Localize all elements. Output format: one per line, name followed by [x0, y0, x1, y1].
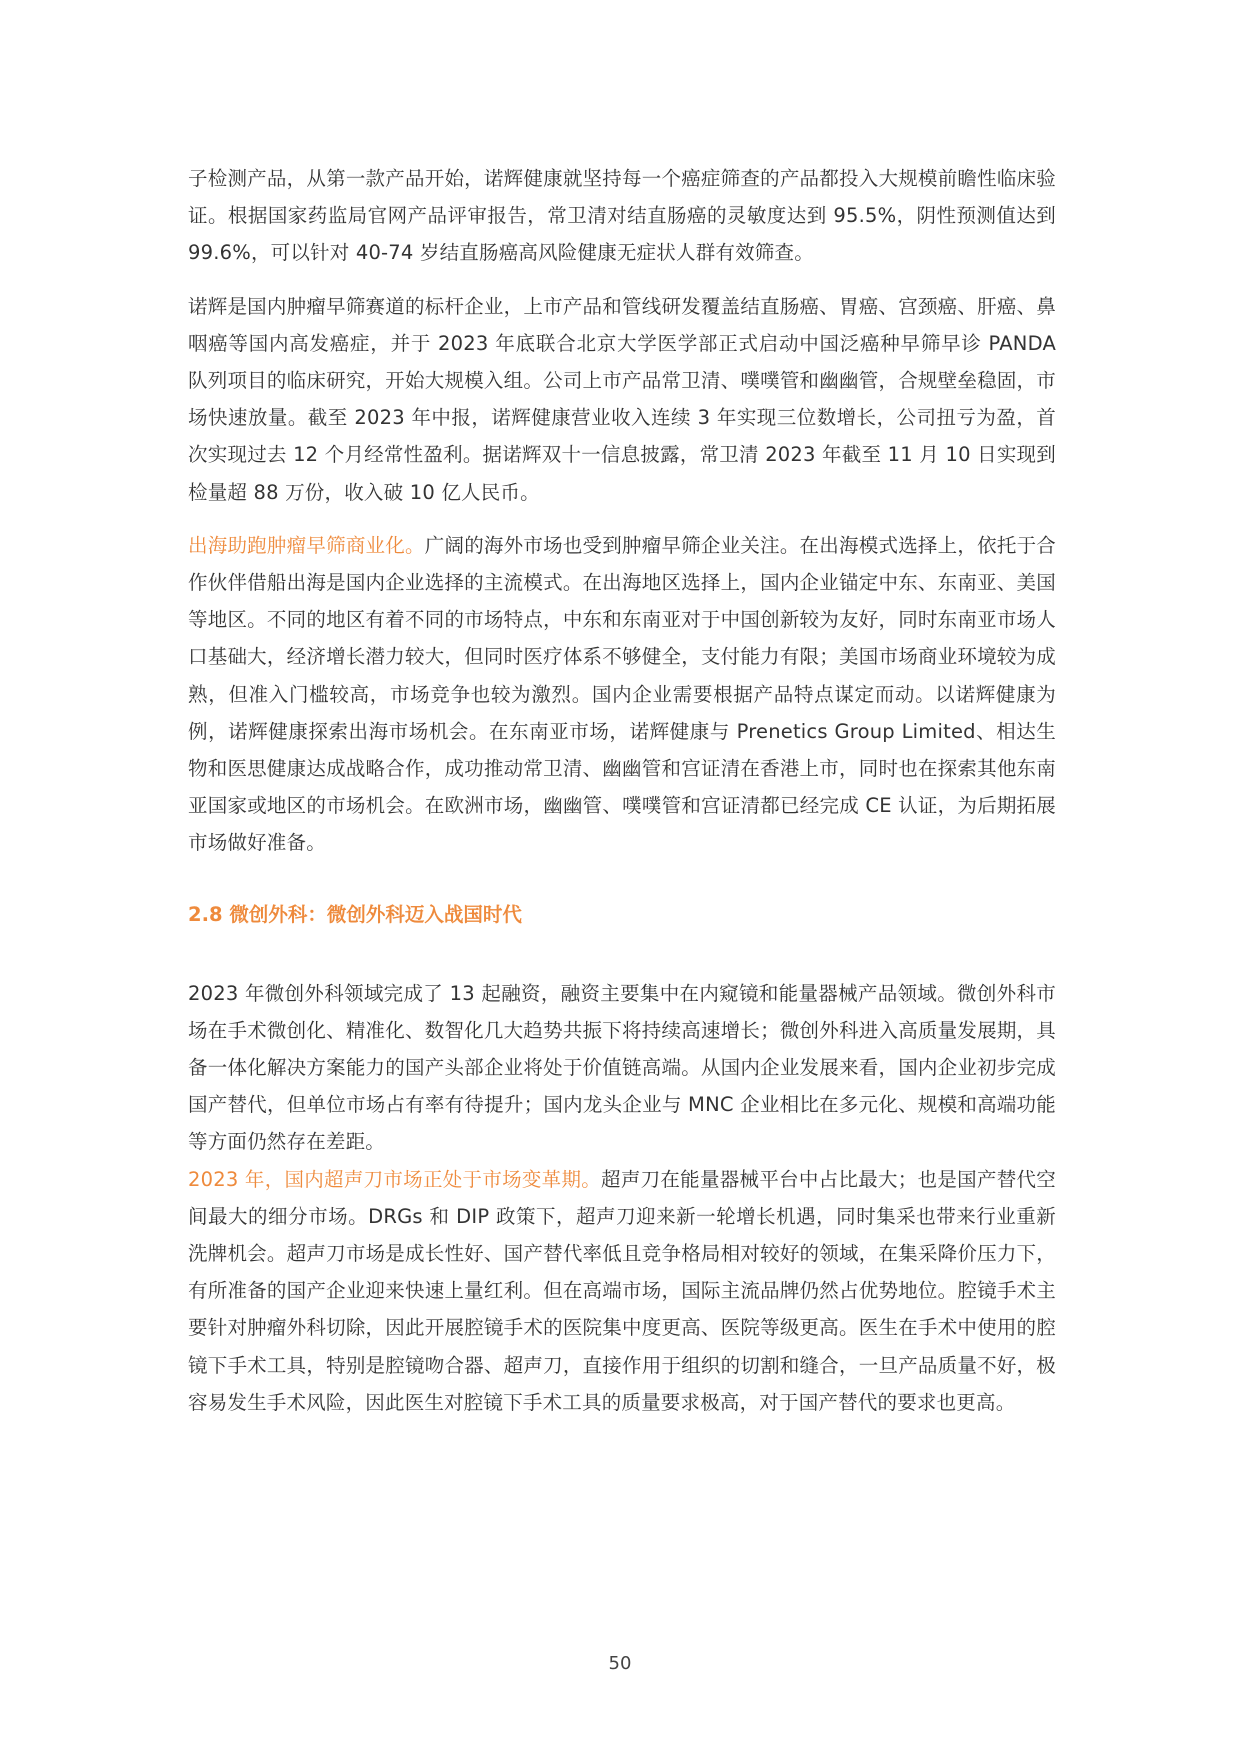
paragraph-overseas-body: 广阔的海外市场也受到肿瘤早筛企业关注。在出海模式选择上，依托于合作伙伴借船出海是国内企业选择的主流模式。在出海地区选择上，国内企业锚定中东、东南亚、美国等地区。不同的地区有着不同的市场特点，中东和东南亚对于中国创新较为友好，同时东南亚市场人口基础大，经济增长潜力较大，但同时医疗体系不够健全，支付能力有限；美国市场商业环境较为成熟，但准入门槛较高，市场竞争也较为激烈。国内企业需要根据产品特点谋定而动。以诺辉健康为例，诺辉健康探索出海市场机会。在东南亚市场，诺辉健康与 Prenetics Group Limited、相达生物和医思健康达成战略合作，成功推动常卫清、幽幽管和宫证清在香港上市，同时也在探索其他东南亚国家或地区的市场机会。在欧洲市场，幽幽管、噗噗管和宫证清都已经完成 CE 认证，为后期拓展市场做好准备。	[188, 533, 1056, 855]
paragraph-ultrasonic-scalpel	[188, 1161, 1056, 1421]
page-content	[188, 160, 1056, 1421]
paragraph-nuohui-overview: 诺辉是国内肿瘤早筛赛道的标杆企业，上市产品和管线研发覆盖结直肠癌、胃癌、宫颈癌、肝癌、鼻咽癌等国内高发癌症，并于 2023 年底联合北京大学医学部正式启动中国泛癌种早筛早诊 PANDA 队列项目的临床研究，开始大规模入组。公司上市产品常卫清、噗噗管和幽幽管，合规壁垒稳固，市场快速放量。截至 2023 年中报，诺辉健康营业收入连续 3 年实现三位数增长，公司扭亏为盈，首次实现过去 12 个月经常性盈利。据诺辉双十一信息披露，常卫清 2023 年截至 11 月 10 日实现到检量超 88 万份，收入破 10 亿人民币。	[188, 294, 1056, 504]
highlight-lead-ultrasonic: 2023 年，国内超声刀市场正处于市场变革期。	[188, 1167, 602, 1191]
paragraph-overseas-expansion	[188, 527, 1056, 862]
paragraph-minimally-invasive-financing: 2023 年微创外科领域完成了 13 起融资，融资主要集中在内窥镜和能量器械产品领域。微创外科市场在手术微创化、精准化、数智化几大趋势共振下将持续高速增长；微创外科进入高质量发展期，具备一体化解决方案能力的国产头部企业将处于价值链高端。从国内企业发展来看，国内企业初步完成国产替代，但单位市场占有率有待提升；国内龙头企业与 MNC 企业相比在多元化、规模和高端功能等方面仍然存在差距。	[188, 981, 1056, 1154]
page-number: 50	[608, 1653, 632, 1674]
section-heading: 2.8 微创外科：微创外科迈入战国时代	[188, 902, 522, 926]
paragraph-ultrasonic-body: 超声刀在能量器械平台中占比最大；也是国产替代空间最大的细分市场。DRGs 和 DIP 政策下，超声刀迎来新一轮增长机遇，同时集采也带来行业重新洗牌机会。超声刀市场是成长性好、国产替代率低且竞争格局相对较好的领域，在集采降价压力下，有所准备的国产企业迎来快速上量红利。但在高端市场，国际主流品牌仍然占优势地位。腔镜手术主要针对肿瘤外科切除，因此开展腔镜手术的医院集中度更高、医院等级更高。医生在手术中使用的腔镜下手术工具，特别是腔镜吻合器、超声刀，直接作用于组织的切割和缝合，一旦产品质量不好，极容易发生手术风险，因此医生对腔镜下手术工具的质量要求极高，对于国产替代的要求也更高。	[188, 1167, 1056, 1414]
highlight-lead-overseas: 出海助跑肿瘤早筛商业化。	[188, 533, 425, 557]
paragraph-screening-validation: 子检测产品，从第一款产品开始，诺辉健康就坚持每一个癌症筛查的产品都投入大规模前瞻性临床验证。根据国家药监局官网产品评审报告，常卫清对结直肠癌的灵敏度达到 95.5%，阴性预测值达到 99.6%，可以针对 40-74 岁结直肠癌高风险健康无症状人群有效筛查。	[188, 167, 1056, 265]
